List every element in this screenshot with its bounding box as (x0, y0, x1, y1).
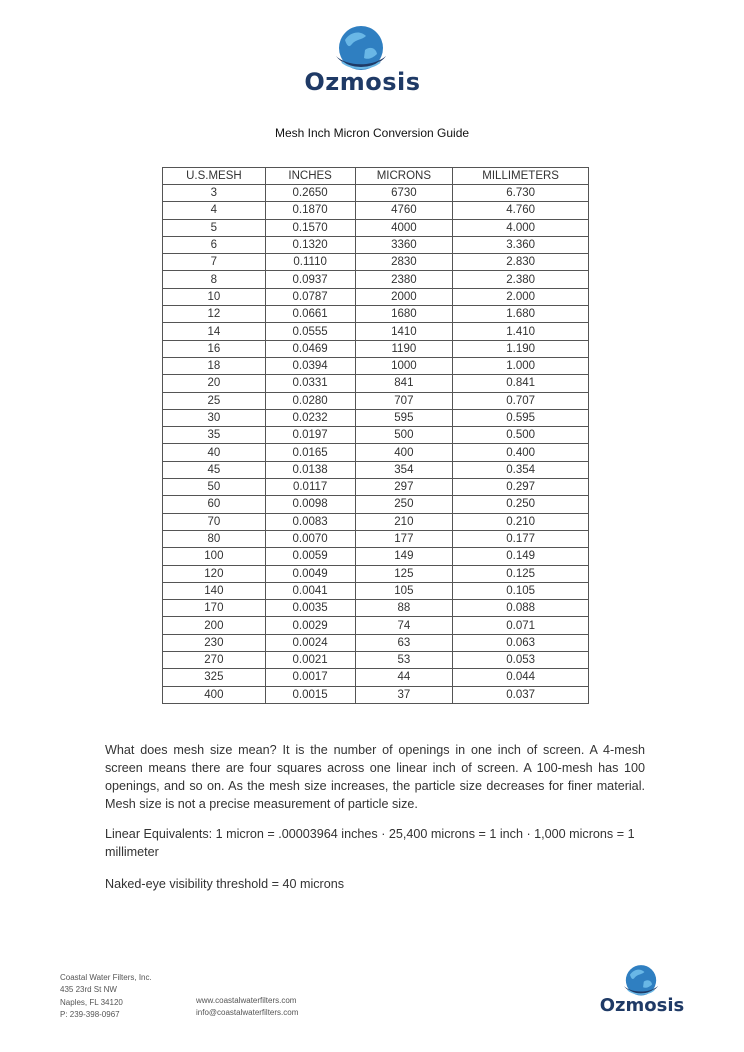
table-cell: 0.1570 (265, 219, 355, 236)
table-row (163, 375, 589, 392)
table-cell: 0.250 (453, 496, 589, 513)
table-cell: 0.0165 (265, 444, 355, 461)
table-cell: 3.360 (453, 236, 589, 253)
table-cell: 0.105 (453, 582, 589, 599)
table-row (163, 513, 589, 530)
table-cell: 0.0041 (265, 582, 355, 599)
mesh-conversion-table (162, 167, 589, 704)
table-cell: 2000 (355, 288, 453, 305)
table-cell: 50 (163, 479, 266, 496)
table-cell: 0.125 (453, 565, 589, 582)
table-cell: 0.0035 (265, 600, 355, 617)
table-row (163, 634, 589, 651)
table-cell: 0.0469 (265, 340, 355, 357)
table-row (163, 409, 589, 426)
table-cell: 16 (163, 340, 266, 357)
table-cell: 4000 (355, 219, 453, 236)
table-cell: 2.380 (453, 271, 589, 288)
table-cell: 1.000 (453, 357, 589, 374)
table-cell: 30 (163, 409, 266, 426)
table-cell: 0.0117 (265, 479, 355, 496)
table-cell: 2380 (355, 271, 453, 288)
table-cell: 1410 (355, 323, 453, 340)
table-cell: 0.149 (453, 548, 589, 565)
table-cell: 0.0280 (265, 392, 355, 409)
table-row (163, 444, 589, 461)
table-row (163, 323, 589, 340)
table-row (163, 479, 589, 496)
table-cell: 354 (355, 461, 453, 478)
table-cell: 149 (355, 548, 453, 565)
mesh-size-explanation: What does mesh size mean? It is the number of openings in one inch of screen. A 4-mesh screen means there are four squares across one linear inch of screen. A 100-mesh has 100 openings, and so on. As the mesh size increases, the particle size decreases for finer material. Mesh size is not a precise measurement of particle size. (105, 743, 645, 811)
table-row (163, 686, 589, 703)
table-cell: 44 (355, 669, 453, 686)
table-row (163, 548, 589, 565)
table-cell: 2.000 (453, 288, 589, 305)
table-cell: 0.0049 (265, 565, 355, 582)
footer-brand-name: Ozmosis (599, 995, 685, 1016)
table-cell: 270 (163, 652, 266, 669)
table-cell: 63 (355, 634, 453, 651)
city-address: Naples, FL 34120 (60, 997, 123, 1007)
table-cell: 200 (163, 617, 266, 634)
table-row (163, 219, 589, 236)
table-cell: 6 (163, 236, 266, 253)
table-cell: 325 (163, 669, 266, 686)
table-cell: 0.0661 (265, 306, 355, 323)
table-cell: 140 (163, 582, 266, 599)
table-cell: 170 (163, 600, 266, 617)
table-cell: 120 (163, 565, 266, 582)
table-cell: 0.500 (453, 427, 589, 444)
table-cell: 0.071 (453, 617, 589, 634)
table-row (163, 669, 589, 686)
table-cell: 8 (163, 271, 266, 288)
table-cell: 0.0197 (265, 427, 355, 444)
table-cell: 3 (163, 185, 266, 202)
table-cell: 1.410 (453, 323, 589, 340)
column-header: MICRONS (355, 168, 453, 185)
street-address: 435 23rd St NW (60, 985, 117, 995)
footer-contact (196, 995, 298, 1020)
table-cell: 125 (355, 565, 453, 582)
table-cell: 1000 (355, 357, 453, 374)
table-cell: 1.190 (453, 340, 589, 357)
table-cell: 0.0394 (265, 357, 355, 374)
table-cell: 80 (163, 530, 266, 547)
table-body (163, 185, 589, 704)
table-cell: 595 (355, 409, 453, 426)
table-cell: 177 (355, 530, 453, 547)
table-cell: 74 (355, 617, 453, 634)
table-cell: 0.177 (453, 530, 589, 547)
brand-name: Ozmosis (304, 68, 421, 96)
table-cell: 10 (163, 288, 266, 305)
table-cell: 0.0555 (265, 323, 355, 340)
table-cell: 0.0232 (265, 409, 355, 426)
table-row (163, 600, 589, 617)
table-cell: 500 (355, 427, 453, 444)
column-header: MILLIMETERS (453, 168, 589, 185)
table-row (163, 392, 589, 409)
table-cell: 14 (163, 323, 266, 340)
table-cell: 0.595 (453, 409, 589, 426)
table-row (163, 652, 589, 669)
table-row (163, 582, 589, 599)
table-cell: 0.0138 (265, 461, 355, 478)
table-cell: 0.400 (453, 444, 589, 461)
table-cell: 0.0787 (265, 288, 355, 305)
table-cell: 0.044 (453, 669, 589, 686)
table-cell: 3360 (355, 236, 453, 253)
table-cell: 297 (355, 479, 453, 496)
table-cell: 0.063 (453, 634, 589, 651)
table-cell: 0.707 (453, 392, 589, 409)
table-cell: 0.2650 (265, 185, 355, 202)
table-cell: 400 (163, 686, 266, 703)
table-cell: 70 (163, 513, 266, 530)
company-name: Coastal Water Filters, Inc. (60, 973, 152, 982)
table-cell: 210 (355, 513, 453, 530)
table-cell: 0.0937 (265, 271, 355, 288)
table-row (163, 271, 589, 288)
table-cell: 0.1320 (265, 236, 355, 253)
table-cell: 4 (163, 202, 266, 219)
table-cell: 0.210 (453, 513, 589, 530)
table-cell: 1680 (355, 306, 453, 323)
table-cell: 0.0029 (265, 617, 355, 634)
column-header: U.S.MESH (163, 168, 266, 185)
website-link[interactable]: www.coastalwaterfilters.com (196, 996, 297, 1005)
table-cell: 35 (163, 427, 266, 444)
table-cell: 100 (163, 548, 266, 565)
table-cell: 4.000 (453, 219, 589, 236)
table-cell: 7 (163, 254, 266, 271)
table-cell: 0.0015 (265, 686, 355, 703)
page-title: Mesh Inch Micron Conversion Guide (274, 126, 470, 140)
table-cell: 20 (163, 375, 266, 392)
linear-equivalents: Linear Equivalents: 1 micron = .00003964 inches · 25,400 microns = 1 inch · 1,000 microns = 1 millimeter (105, 827, 635, 859)
table-cell: 0.053 (453, 652, 589, 669)
table-cell: 0.1870 (265, 202, 355, 219)
table-cell: 4.760 (453, 202, 589, 219)
table-cell: 841 (355, 375, 453, 392)
table-cell: 6.730 (453, 185, 589, 202)
table-cell: 0.088 (453, 600, 589, 617)
table-cell: 0.0021 (265, 652, 355, 669)
table-cell: 12 (163, 306, 266, 323)
table-row (163, 185, 589, 202)
table-cell: 230 (163, 634, 266, 651)
table-cell: 1.680 (453, 306, 589, 323)
table-cell: 0.0083 (265, 513, 355, 530)
table-cell: 53 (355, 652, 453, 669)
email-link[interactable]: info@coastalwaterfilters.com (196, 1008, 299, 1018)
table-row (163, 617, 589, 634)
table-row (163, 306, 589, 323)
table-cell: 0.354 (453, 461, 589, 478)
table-cell: 250 (355, 496, 453, 513)
table-cell: 0.0331 (265, 375, 355, 392)
table-cell: 400 (355, 444, 453, 461)
table-cell: 4760 (355, 202, 453, 219)
table-cell: 18 (163, 357, 266, 374)
table-row (163, 202, 589, 219)
table-row (163, 530, 589, 547)
table-cell: 0.297 (453, 479, 589, 496)
table-cell: 25 (163, 392, 266, 409)
phone-number: P: 239-398-0967 (60, 1009, 120, 1019)
table-cell: 2830 (355, 254, 453, 271)
table-row (163, 288, 589, 305)
table-row (163, 236, 589, 253)
visibility-threshold: Naked-eye visibility threshold = 40 microns (105, 877, 345, 891)
table-cell: 0.841 (453, 375, 589, 392)
table-header-row (163, 168, 589, 185)
table-row (163, 427, 589, 444)
table-cell: 0.0070 (265, 530, 355, 547)
table-row (163, 565, 589, 582)
table-cell: 45 (163, 461, 266, 478)
table-cell: 5 (163, 219, 266, 236)
table-cell: 0.0059 (265, 548, 355, 565)
table-cell: 60 (163, 496, 266, 513)
table-row (163, 254, 589, 271)
table-cell: 0.037 (453, 686, 589, 703)
column-header: INCHES (265, 168, 355, 185)
table-cell: 0.1110 (265, 254, 355, 271)
table-cell: 0.0098 (265, 496, 355, 513)
table-cell: 0.0017 (265, 669, 355, 686)
table-row (163, 496, 589, 513)
table-cell: 105 (355, 582, 453, 599)
table-cell: 2.830 (453, 254, 589, 271)
table-cell: 37 (355, 686, 453, 703)
table-cell: 1190 (355, 340, 453, 357)
table-row (163, 340, 589, 357)
table-row (163, 357, 589, 374)
footer-address (60, 972, 152, 1021)
table-cell: 88 (355, 600, 453, 617)
table-cell: 707 (355, 392, 453, 409)
table-cell: 6730 (355, 185, 453, 202)
table-row (163, 461, 589, 478)
table-cell: 40 (163, 444, 266, 461)
table-cell: 0.0024 (265, 634, 355, 651)
